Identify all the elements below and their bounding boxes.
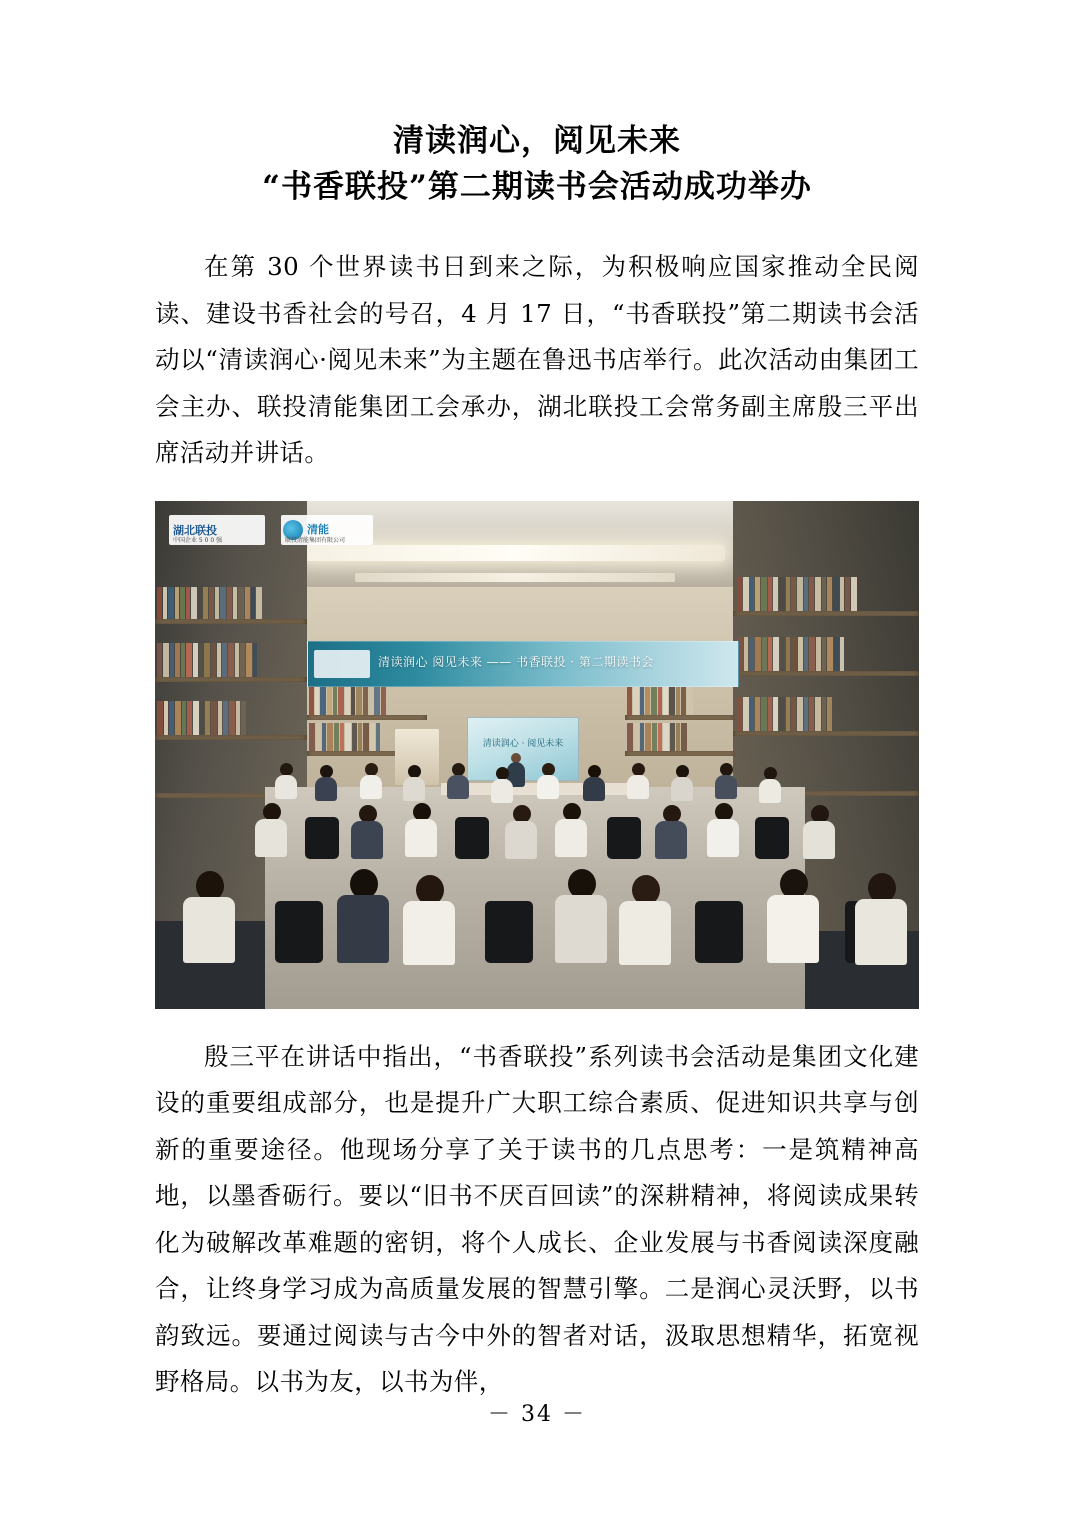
watermark-left-sub: 中国企业 5 0 0 强	[173, 537, 223, 544]
event-photo	[155, 501, 919, 1009]
article-title	[155, 118, 919, 210]
shelf	[733, 731, 919, 736]
audience-person	[403, 875, 455, 963]
books-row	[737, 637, 917, 671]
chair	[455, 817, 489, 859]
books-row	[627, 687, 733, 715]
audience-person	[855, 873, 907, 963]
stage-banner-logo	[314, 650, 370, 678]
books-row	[309, 687, 425, 715]
audience-person	[351, 805, 383, 857]
watermark-logo-right	[281, 515, 373, 545]
chair	[755, 817, 789, 859]
paragraph-2: 殷三平在讲话中指出，“书香联投”系列读书会活动是集团文化建设的重要组成部分，也是提升广大职工综合素质、促进知识共享与创新的重要途径。他现场分享了关于读书的几点思考：一是筑精神高地，以墨香砺行。要以“旧书不厌百回读”的深耕精神，将阅读成果转化为破解改革难题的密钥，将个人成长、企业发展与书香阅读深度融合，让终身学习成为高质量发展的智慧引擎。二是润心灵沃野，以书韵致远。要通过阅读与古今中外的智者对话，汲取思想精华，拓宽视野格局。以书为友，以书为伴，	[155, 1041, 919, 1396]
paragraph-1: 在第 30 个世界读书日到来之际，为积极响应国家推动全民阅读、建设书香社会的号召，4 月 17 日，“书香联投”第二期读书会活动以“清读润心·阅见未来”为主题在鲁迅书店举行。此次活动由集团工会主办、联投清能集团工会承办，湖北联投工会常务副主席殷三平出席活动并讲话。	[155, 252, 919, 467]
audience-person	[619, 875, 671, 963]
watermark-right-title: 清能	[307, 523, 329, 536]
audience-person	[627, 763, 649, 797]
chair	[305, 817, 339, 859]
shelf	[733, 611, 919, 616]
audience-person	[555, 803, 587, 855]
shelf	[733, 671, 919, 676]
books-row	[157, 701, 305, 735]
watermark-right-sub: 联投清能集团有限公司	[285, 537, 346, 544]
audience-person	[759, 767, 781, 801]
audience-person	[707, 803, 739, 855]
stage-banner	[307, 641, 739, 687]
audience-person	[671, 765, 693, 799]
audience-person	[255, 803, 287, 855]
audience-person	[715, 763, 737, 797]
audience-person	[403, 765, 425, 799]
audience-person	[767, 869, 819, 961]
shelf	[155, 735, 307, 740]
books-row	[737, 697, 917, 731]
audience-person	[505, 805, 537, 857]
audience-person	[537, 763, 559, 797]
title-line-1: 清读润心，阅见未来	[393, 123, 681, 159]
ceiling-light-strip-2	[355, 573, 675, 582]
audience-person	[360, 763, 382, 797]
chair	[695, 901, 743, 963]
watermark-left-title: 湖北联投	[173, 524, 217, 537]
stage-banner-text: 清读润心 阅见未来 —— 书香联投 · 第二期读书会	[378, 655, 654, 669]
audience-person	[655, 805, 687, 857]
audience	[155, 751, 919, 1009]
books-row	[627, 723, 733, 751]
audience-person	[275, 763, 297, 797]
audience-person	[315, 765, 337, 799]
audience-person	[405, 803, 437, 855]
chair	[607, 817, 641, 859]
audience-person	[447, 763, 469, 797]
audience-person	[555, 869, 607, 961]
audience-person	[803, 805, 835, 857]
chair	[485, 901, 533, 963]
shelf	[155, 619, 307, 624]
page-number: － 34 －	[488, 1402, 586, 1427]
shelf	[307, 715, 427, 720]
shelf	[155, 677, 307, 682]
audience-person	[183, 871, 235, 961]
shelf	[625, 715, 735, 720]
chair	[275, 901, 323, 963]
audience-person	[491, 767, 513, 801]
ceiling-light-strip	[305, 545, 725, 561]
books-row	[157, 587, 305, 619]
books-row	[157, 643, 305, 677]
audience-person	[337, 869, 389, 961]
audience-person	[583, 765, 605, 799]
title-line-2: “书香联投”第二期读书会活动成功举办	[262, 169, 812, 205]
stage-screen-text: 清读润心 · 阅见未来	[482, 739, 564, 749]
watermark-logo-left	[169, 515, 265, 545]
books-row	[737, 577, 917, 611]
